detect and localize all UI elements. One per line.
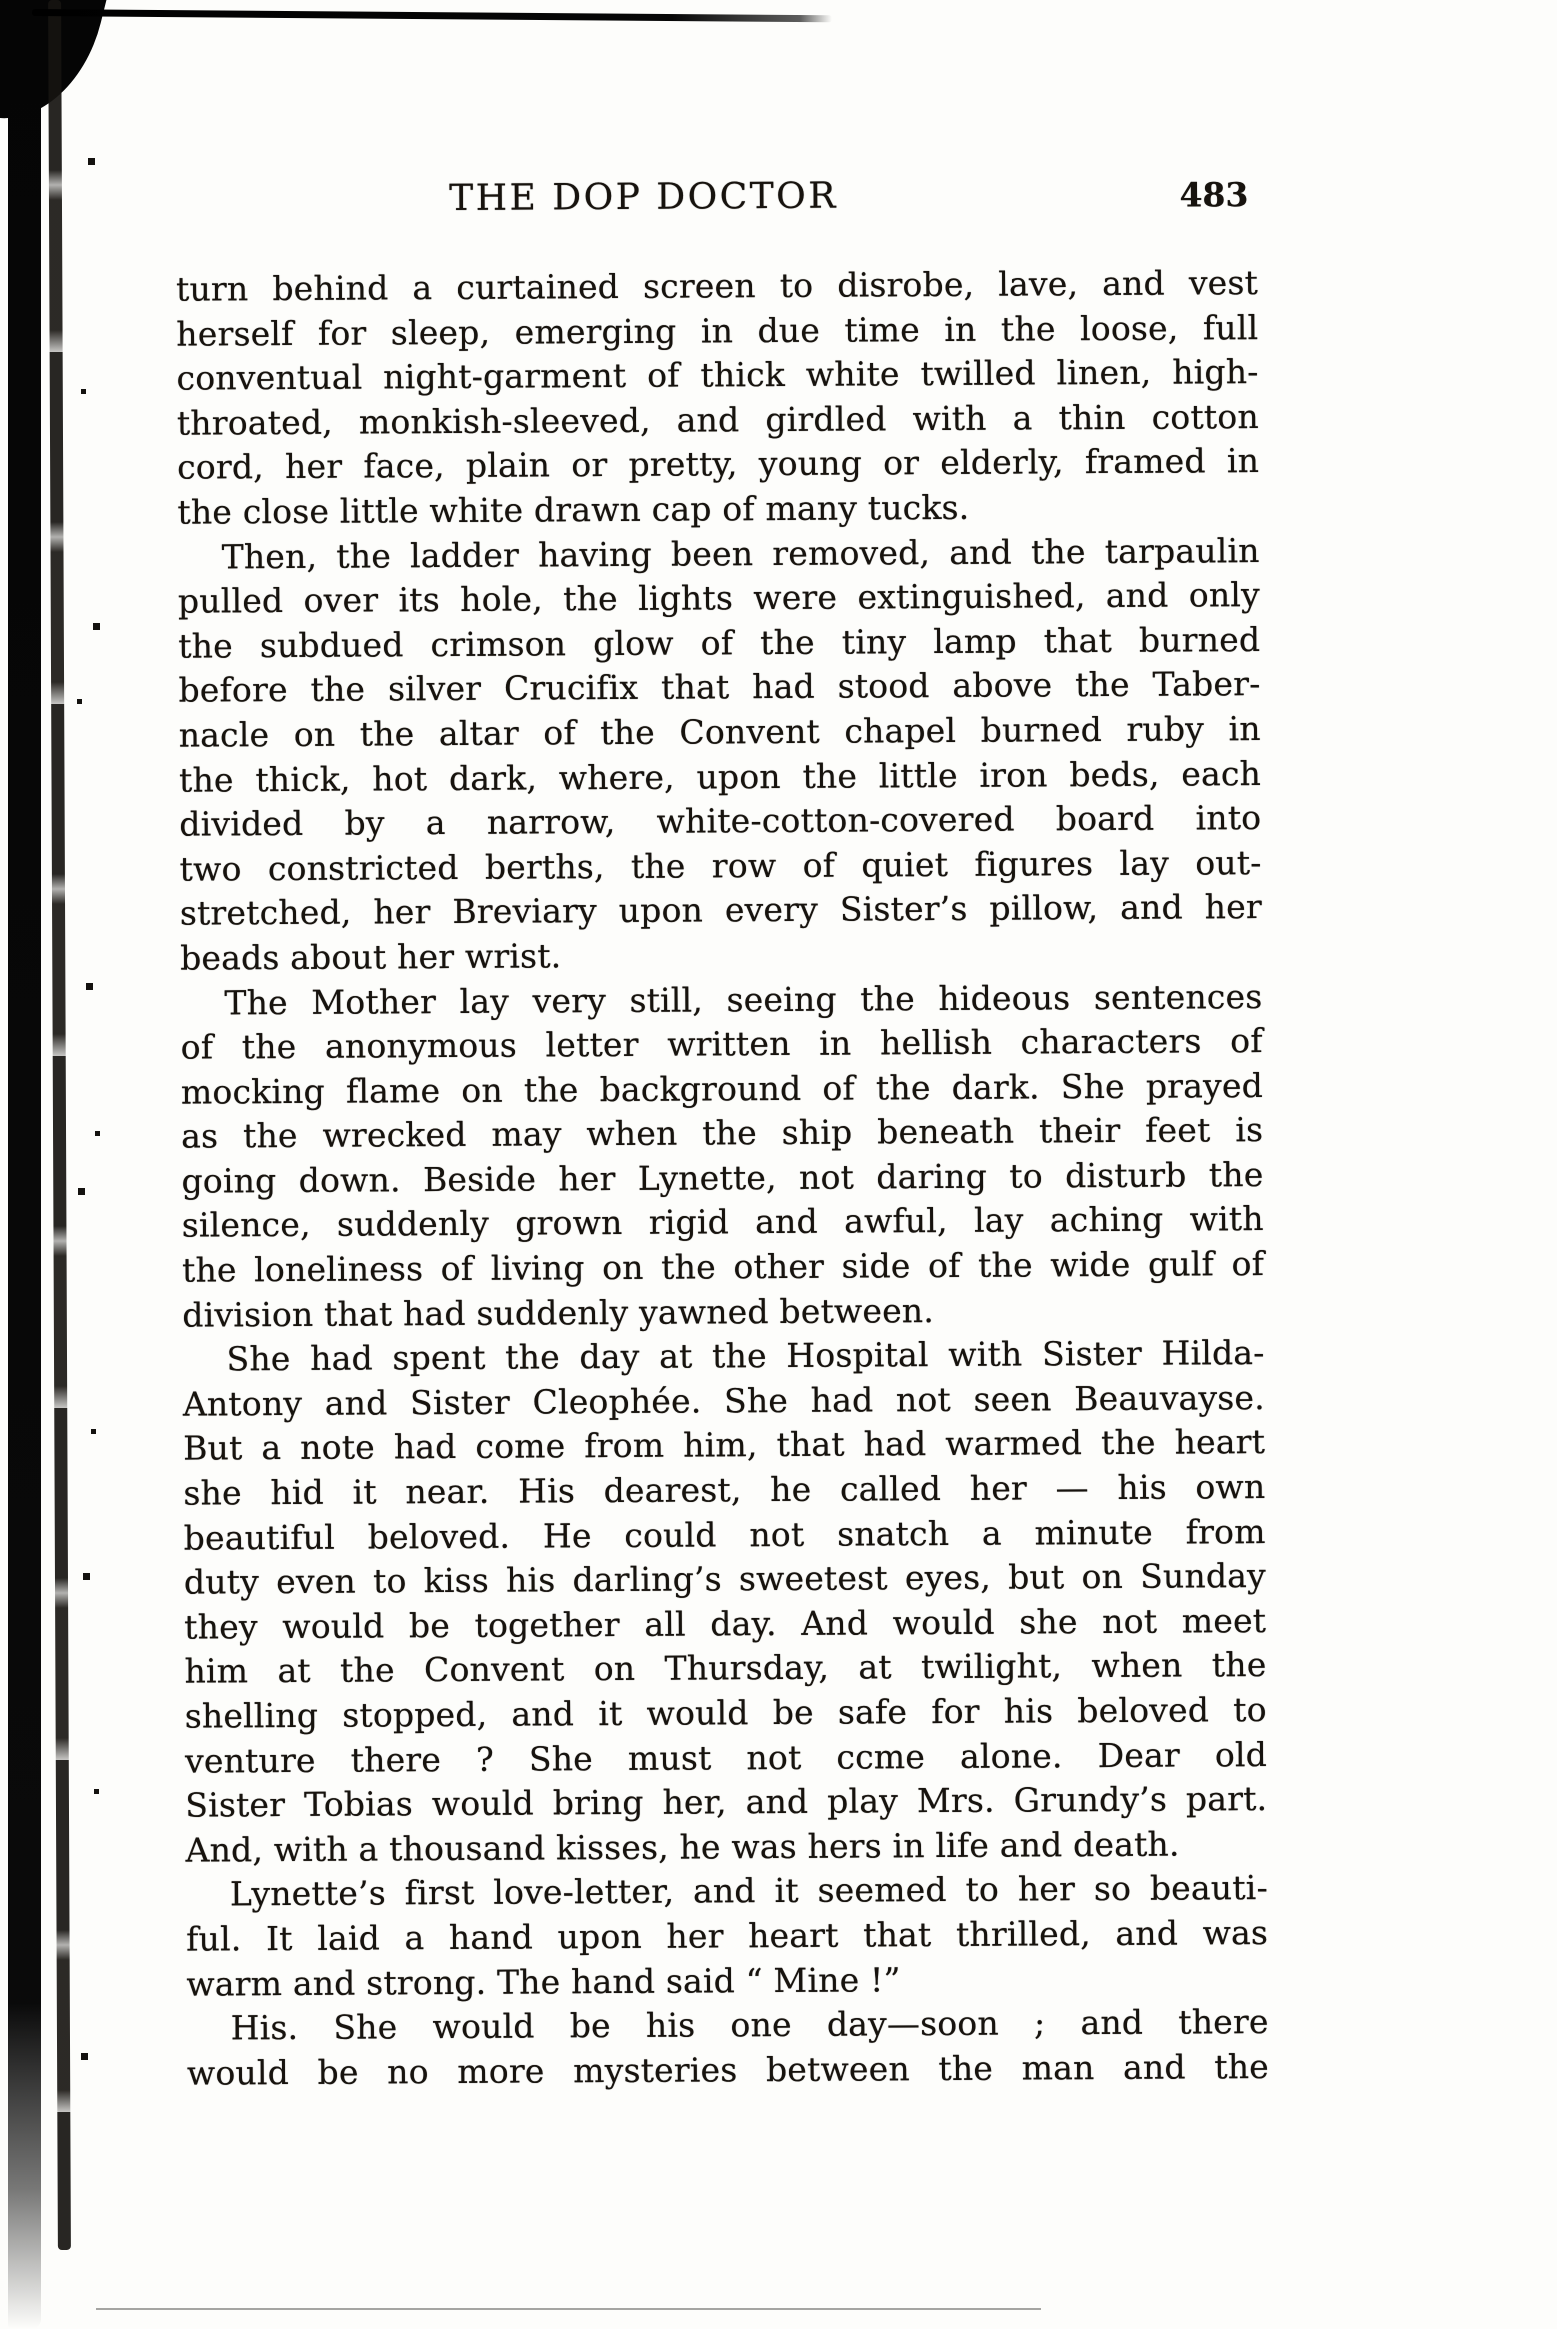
text-line: as the wrecked may when the ship beneath their feet is <box>181 1110 1264 1156</box>
text-line: going down. Beside her Lynette, not daring to disturb the <box>181 1154 1264 1201</box>
text-line: conventual night-garment of thick white twilled linen, high- <box>176 352 1259 398</box>
text-line: herself for sleep, emerging in due time in the loose, full <box>176 307 1259 354</box>
text-line: they would be together all day. And would she not meet <box>184 1600 1267 1647</box>
text-line: duty even to kiss his darling’s sweetest eyes, but on Sunday <box>183 1556 1267 1602</box>
paragraph <box>187 2000 1270 2096</box>
text-line: His. She would be his one day—soon ; and there <box>230 2002 1269 2048</box>
text-line: the loneliness of living on the other side of the wide gulf of <box>181 1244 1265 1290</box>
paragraph <box>178 529 1263 982</box>
text-line: the close little white drawn cap of many tucks. <box>177 487 970 532</box>
paragraph <box>182 1331 1267 1873</box>
paragraph <box>176 261 1260 535</box>
text-line: the subdued crimson glow of the tiny lamp that burned <box>178 619 1261 666</box>
text-line: turn behind a curtained screen to disrobe, lave, and vest <box>175 263 1259 309</box>
text-line: warm and strong. The hand said “ Mine !” <box>186 1959 901 2004</box>
text-line: division that had suddenly yawned between. <box>182 1290 935 1335</box>
text-line: nacle on the altar of the Convent chapel burned ruby in <box>178 708 1261 755</box>
text-line: And, with a thousand kisses, he was hers in life and death. <box>185 1824 1180 1870</box>
ink-specks <box>0 0 3 3</box>
text-line: beautiful beloved. He could not snatch a minute from <box>183 1511 1266 1558</box>
text-line: silence, suddenly grown rigid and awful, lay aching with <box>181 1199 1264 1246</box>
paragraph <box>186 1866 1269 2006</box>
text-line: venture there ? She must not ccme alone. Dear old <box>184 1734 1268 1781</box>
text-line: throated, monkish-sleeved, and girdled with a thin cotton <box>176 396 1259 443</box>
text-line: She had spent the day at the Hospital with Sister Hilda- <box>226 1333 1265 1379</box>
text-line: divided by a narrow, white-cotton-covered board into <box>179 798 1262 844</box>
text-line: beads about her wrist. <box>180 936 562 978</box>
text-line: before the silver Crucifix that had stood above the Taber- <box>178 664 1261 711</box>
text-line: Lynette’s first love-letter, and it seemed to her so beauti- <box>229 1868 1268 1914</box>
text-line: Antony and Sister Cleophée. She had not seen Beauvayse. <box>182 1377 1265 1424</box>
text-line: two constricted berths, the row of quiet figures lay out- <box>179 842 1262 889</box>
text-line: But a note had come from him, that had warmed the heart <box>183 1422 1266 1469</box>
text-line: she hid it near. His dearest, he called her — his own <box>183 1467 1266 1513</box>
text-line: shelling stopped, and it would be safe for his beloved to <box>184 1690 1267 1736</box>
text-line: him at the Convent on Thursday, at twilight, when the <box>184 1645 1267 1692</box>
running-header-title: THE DOP DOCTOR <box>449 175 838 219</box>
text-line: Then, the ladder having been removed, and the tarpaulin <box>221 530 1260 576</box>
text-line: would be no more mysteries between the man and the <box>186 2046 1270 2093</box>
paragraph <box>180 975 1264 1338</box>
text-line: mocking flame on the background of the dark. She prayed <box>180 1065 1264 1112</box>
text-line: stretched, her Breviary upon every Sister’s pillow, and her <box>179 887 1262 933</box>
text-line: Sister Tobias would bring her, and play Mrs. Grundy’s part. <box>185 1779 1268 1825</box>
text-block <box>176 261 1269 2096</box>
text-line: pulled over its hole, the lights were extinguished, and only <box>177 575 1261 621</box>
text-line: The Mother lay very still, seeing the hideous sentences <box>224 976 1263 1022</box>
page-number: 483 <box>1179 175 1249 215</box>
text-line: the thick, hot dark, where, upon the little iron beds, each <box>178 753 1262 800</box>
text-line: ful. It laid a hand upon her heart that thrilled, and was <box>186 1912 1269 1959</box>
text-line: cord, her face, plain or pretty, young or elderly, framed in <box>177 441 1260 488</box>
text-line: of the anonymous letter written in hellish characters of <box>180 1021 1263 1067</box>
